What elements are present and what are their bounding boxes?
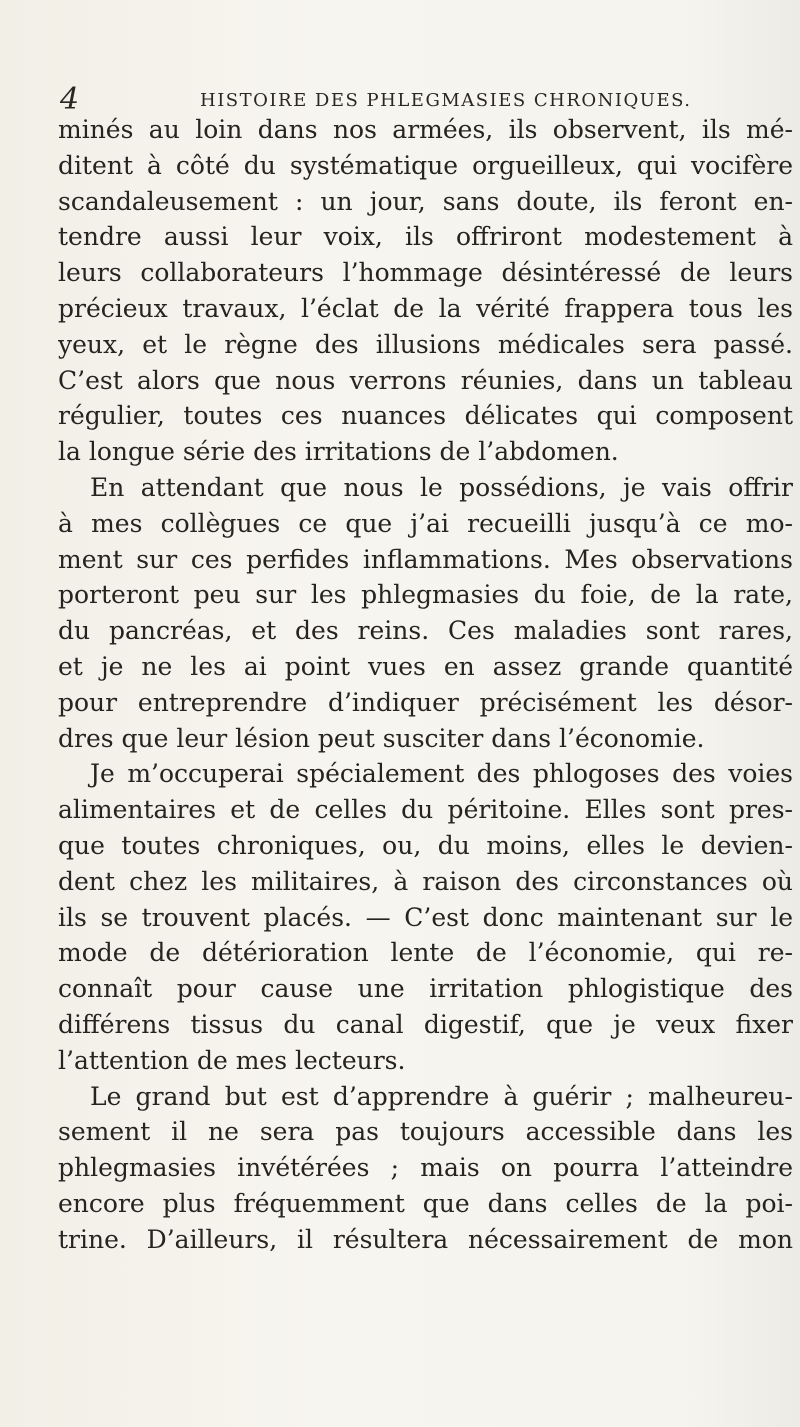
text-line: que toutes chroniques, ou, du moins, elles le devien- (58, 830, 793, 860)
text-line: différens tissus du canal digestif, que je veux fixer (58, 1009, 793, 1039)
text-line: mode de détérioration lente de l’économie, qui re- (58, 938, 793, 968)
text-line: En attendant que nous le possédions, je vais offrir (90, 472, 793, 502)
running-head: HISTOIRE DES PHLEGMASIES CHRONIQUES. (200, 90, 692, 111)
text-line: ditent à côté du systématique orgueilleux, qui vocifère (58, 150, 793, 180)
body-text (58, 112, 793, 1258)
text-line: yeux, et le règne des illusions médicales sera passé. (58, 329, 793, 359)
text-line: dent chez les militaires, à raison des circonstances où (58, 866, 793, 896)
page-number: 4 (60, 82, 80, 117)
text-line: du pancréas, et des reins. Ces maladies sont rares, (58, 616, 793, 646)
text-line: minés au loin dans nos armées, ils observent, ils mé- (58, 115, 793, 144)
text-line: Je m’occuperai spécialement des phlogoses des voies (90, 759, 793, 789)
text-line: ment sur ces perfides inflammations. Mes observations (58, 544, 793, 574)
text-line: la longue série des irritations de l’abdomen. (58, 437, 619, 467)
text-line: Le grand but est d’apprendre à guérir ; malheureu- (90, 1081, 793, 1111)
text-line: sement il ne sera pas toujours accessible dans les (58, 1117, 793, 1147)
text-line: scandaleusement : un jour, sans doute, ils feront en- (58, 186, 793, 216)
text-line: phlegmasies invétérées ; mais on pourra l’atteindre (58, 1153, 793, 1183)
text-line: précieux travaux, l’éclat de la vérité frappera tous les (58, 293, 793, 323)
text-line: trine. D’ailleurs, il résultera nécessairement de mon (58, 1224, 793, 1254)
text-line: leurs collaborateurs l’hommage désintéressé de leurs (58, 258, 793, 288)
text-line: et je ne les ai point vues en assez grande quantité (58, 651, 793, 681)
text-line: l’attention de mes lecteurs. (58, 1045, 406, 1075)
text-line: pour entreprendre d’indiquer précisément les désor- (58, 687, 793, 717)
text-line: ils se trouvent placés. — C’est donc maintenant sur le (58, 902, 793, 932)
text-line: tendre aussi leur voix, ils offriront modestement à (58, 222, 793, 252)
text-line: régulier, toutes ces nuances délicates qui composent (58, 401, 793, 431)
text-line: à mes collègues ce que j’ai recueilli jusqu’à ce mo- (58, 508, 793, 538)
text-line: dres que leur lésion peut susciter dans l’économie. (58, 723, 705, 753)
text-line: C’est alors que nous verrons réunies, dans un tableau (58, 365, 793, 395)
text-line: encore plus fréquemment que dans celles de la poi- (58, 1188, 793, 1218)
text-line: alimentaires et de celles du péritoine. Elles sont pres- (58, 795, 793, 825)
text-line: connaît pour cause une irritation phlogistique des (58, 974, 793, 1004)
page-header (60, 82, 750, 117)
text-line: porteront peu sur les phlegmasies du foie, de la rate, (58, 580, 793, 610)
